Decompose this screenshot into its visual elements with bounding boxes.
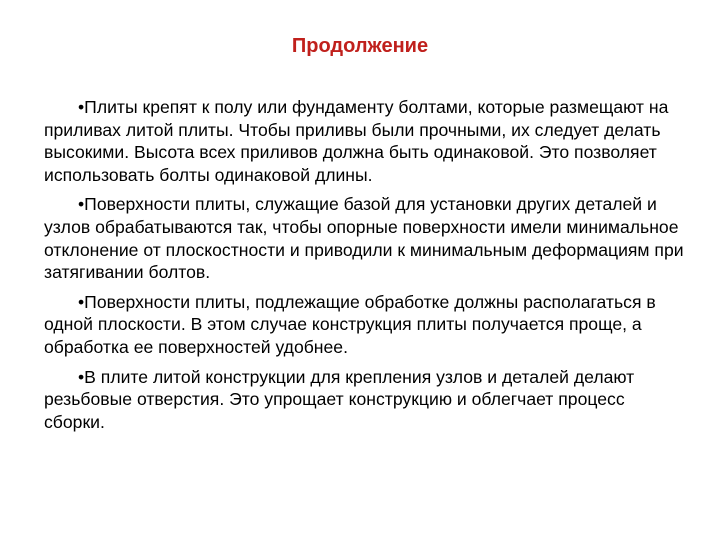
list-item xyxy=(44,96,684,186)
list-item xyxy=(44,366,684,434)
bullet-icon: • xyxy=(78,366,85,387)
slide-title: Продолжение xyxy=(291,35,429,57)
bullet-text: Плиты крепят к полу или фундаменту болтами, которые размещают на приливах литой плиты. Чтобы приливы были прочными, их следует делать высокими. Высота всех приливов должна быть одинаковой. Это позволяет использовать болты одинаковой длины. xyxy=(44,97,669,185)
bullet-text: В плите литой конструкции для крепления узлов и деталей делают резьбовые отверстия. Это упрощает конструкцию и облегчает процесс сборки. xyxy=(44,366,635,432)
bullet-text: Поверхности плиты, служащие базой для установки других деталей и узлов обрабатываются так, чтобы опорные поверхности имели минимальное отклонение от плоскостности и приводили к минимальным деформациям при затягивании болтов. xyxy=(44,194,684,283)
bullet-icon: • xyxy=(78,194,85,215)
list-item xyxy=(44,291,684,359)
bullet-list xyxy=(44,96,684,440)
bullet-text: Поверхности плиты, подлежащие обработке должны располагаться в одной плоскости. В этом случае конструкция плиты получается проще, а обработка ее поверхностей удобнее. xyxy=(44,291,656,357)
bullet-icon: • xyxy=(78,291,85,312)
list-item xyxy=(44,193,684,283)
bullet-icon: • xyxy=(78,97,85,117)
